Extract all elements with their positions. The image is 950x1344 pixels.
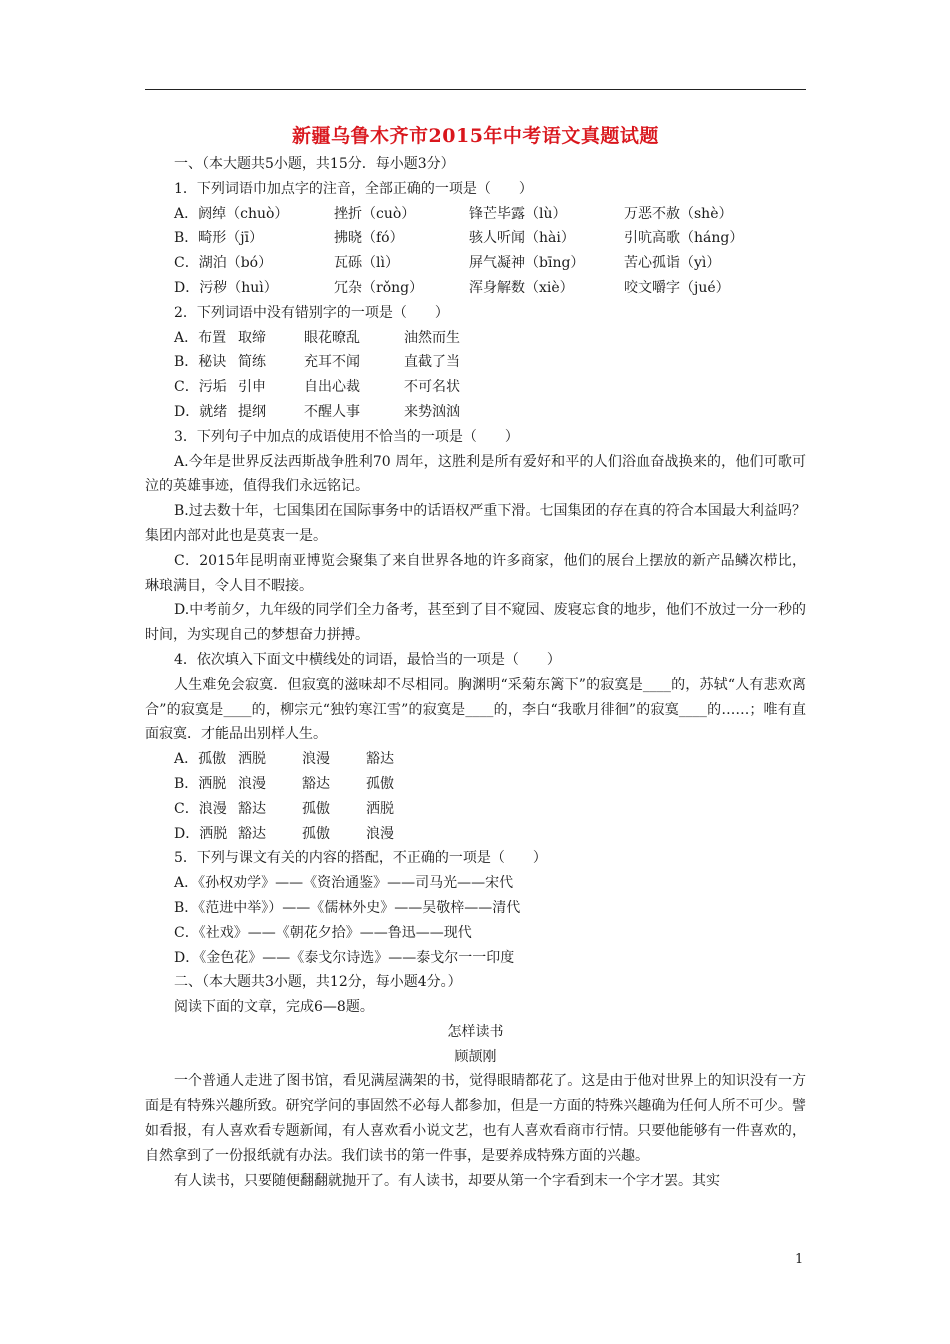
- q4-passage: 人生难免会寂寞．但寂寞的滋味却不尽相同。胸渊明“采菊东篱下”的寂寞是____的，苏轼“人有悲欢离合”的寂寞是____的，柳宗元“独钓寒江雪”的寂寞是____的，李白“我歌月徘徊”的寂寞____的……；唯有直面寂寞．才能品出别样人生。: [145, 676, 806, 743]
- option-cell: 取缔: [238, 329, 266, 346]
- option-cell: 提纲: [238, 403, 266, 420]
- option-cell: 屏气凝神（bīng）: [469, 255, 585, 272]
- option-cell: 引吭高歌（háng）: [624, 230, 744, 247]
- q5-option-a: A．《孙权劝学》——《资治通鉴》——司马光——宋代: [174, 875, 514, 892]
- option-cell: 孤傲: [302, 800, 330, 817]
- q1-stem: 1．下列词语巾加点字的注音，全部正确的一项是（ ）: [174, 180, 533, 197]
- page-number: 1: [795, 1252, 804, 1267]
- q5-option-c: C．《社戏》——《朝花夕拾》——鲁迅——现代: [174, 924, 472, 941]
- section2-header: 二、（本大题共3小题，共12分，每小题4分。）: [174, 974, 462, 991]
- option-row: [145, 350, 806, 375]
- option-cell: 直截了当: [404, 354, 460, 371]
- exam-page: [145, 120, 806, 1193]
- option-cell: 豁达: [238, 800, 266, 817]
- option-cell: 充耳不闻: [304, 354, 360, 371]
- option-cell: 洒脱: [366, 800, 394, 817]
- option-cell: 浪漫: [238, 775, 266, 792]
- option-cell: 引申: [238, 379, 266, 396]
- q3-option-a: A.今年是世界反法西斯战争胜利70 周年，这胜利是所有爱好和平的人们浴血奋战换来的，他们可歌可泣的英雄事迹，值得我们永远铭记。: [145, 453, 806, 495]
- option-cell: 豁达: [302, 775, 330, 792]
- article-author: 顾颉刚: [454, 1048, 497, 1065]
- option-row: [145, 400, 806, 425]
- option-cell: D．就绪: [174, 403, 228, 420]
- option-cell: 不醒人事: [304, 403, 360, 420]
- option-row: [145, 202, 806, 227]
- option-cell: 浑身解数（xiè）: [469, 279, 574, 296]
- option-cell: 来势汹汹: [404, 403, 460, 420]
- option-cell: 万恶不赦（shè）: [624, 205, 733, 222]
- option-cell: A．阏绰（chuò）: [174, 205, 289, 222]
- q2-options: [145, 326, 806, 425]
- option-cell: 简练: [238, 354, 266, 371]
- option-cell: 骇人听闻（hài）: [469, 230, 575, 247]
- option-row: [145, 822, 806, 847]
- option-cell: D．洒脱: [174, 825, 228, 842]
- q2-stem: 2．下列词语中没有错别字的一项是（ ）: [174, 304, 449, 321]
- option-cell: 不可名状: [404, 379, 460, 396]
- option-cell: B．洒脱: [174, 775, 227, 792]
- option-cell: 冗杂（rǒng）: [334, 279, 424, 296]
- option-cell: 豁达: [366, 751, 394, 768]
- option-cell: 油然而生: [404, 329, 460, 346]
- option-row: [145, 772, 806, 797]
- q5-stem: 5．下列与课文有关的内容的搭配，不正确的一项是（ ）: [174, 850, 547, 867]
- option-cell: B．秘诀: [174, 354, 227, 371]
- option-row: [145, 226, 806, 251]
- header-rule: [145, 89, 806, 90]
- option-cell: 孤傲: [366, 775, 394, 792]
- option-cell: 豁达: [238, 825, 266, 842]
- option-cell: C．浪漫: [174, 800, 227, 817]
- q5-option-d: D．《金色花》——《泰戈尔诗选》——泰戈尔一一印度: [174, 949, 515, 966]
- option-cell: 瓦砾（lì）: [334, 255, 399, 272]
- option-row: [145, 747, 806, 772]
- q3-option-b: B.过去数十年，七国集团在国际事务中的话语权严重下滑。七国集团的存在真的符合本国最大利益吗？集团内部对此也是莫衷一是。: [145, 503, 806, 544]
- page-title: 新疆乌鲁木齐市2015年中考语文真题试题: [292, 125, 659, 147]
- option-cell: 浪漫: [366, 825, 394, 842]
- q4-stem: 4．依次填入下面文中横线处的词语，最恰当的一项是（ ）: [174, 651, 561, 668]
- option-row: [145, 797, 806, 822]
- q4-options: [145, 747, 806, 846]
- option-cell: 浪漫: [302, 751, 330, 768]
- option-cell: 眼花暸乱: [304, 329, 360, 346]
- option-cell: 孤傲: [302, 825, 330, 842]
- section2-instruction: 阅读下面的文章，完成6—8题。: [174, 999, 374, 1016]
- q3-option-c: C．2015年昆明南亚博览会聚集了来自世界各地的许多商家，他们的展台上摆放的新产品鳞次栉比，琳琅满目，令人目不暇接。: [145, 552, 806, 594]
- option-cell: A．孤傲: [174, 751, 227, 768]
- option-cell: B．畸形（jī）: [174, 230, 264, 247]
- option-cell: D．污秽（huì）: [174, 279, 278, 296]
- option-cell: 咬文嚼字（jué）: [624, 279, 730, 296]
- q1-options: [145, 202, 806, 301]
- article-paragraph-2: 有人读书，只要随便翻翻就抛开了。有人读书，却要从第一个字看到末一个字才罢。其实: [174, 1172, 720, 1189]
- option-row: [145, 276, 806, 301]
- option-row: [145, 326, 806, 351]
- option-cell: A．布置: [174, 329, 227, 346]
- option-cell: 挫折（cuò）: [334, 205, 416, 222]
- option-cell: C．污垢: [174, 379, 227, 396]
- article-title: 怎样读书: [447, 1023, 504, 1040]
- option-row: [145, 375, 806, 400]
- q3-stem: 3．下列句子中加点的成语使用不恰当的一项是（ ）: [174, 428, 519, 445]
- q3-option-d: D.中考前夕，九年级的同学们全力备考，甚至到了目不窥园、废寝忘食的地步，他们不放过一分一秒的时间，为实现自己的梦想奋力拼搏。: [145, 602, 806, 644]
- q5-option-b: B．《范进中举》）——《儒林外史》——吴敬梓——清代: [174, 899, 521, 916]
- section1-header: 一、（本大题共5小题，共15分．每小题3分）: [174, 156, 455, 172]
- option-row: [145, 251, 806, 276]
- option-cell: 拂晓（fó）: [334, 230, 404, 247]
- article-paragraph-1: 一个普通人走进了图书馆，看见满屋满架的书，觉得眼睛都花了。这是由于他对世界上的知识没有一方面是有特殊兴趣所致。研究学问的事固然不必每人都参加，但是一方面的特殊兴趣确为任何人所不可少。譬如看报，有人喜欢看专题新闻，有人喜欢看小说文艺，也有人喜欢看商市行情。只要他能够有一件喜欢的，自然拿到了一份报纸就有办法。我们读书的第一件事，是要养成特殊方面的兴趣。: [145, 1073, 806, 1164]
- option-cell: 苦心孤诣（yì）: [624, 255, 721, 272]
- option-cell: 自出心裁: [304, 379, 360, 396]
- option-cell: 锋芒毕露（lù）: [469, 205, 567, 222]
- option-cell: C．湖泊（bó）: [174, 255, 273, 272]
- option-cell: 洒脱: [238, 751, 266, 768]
